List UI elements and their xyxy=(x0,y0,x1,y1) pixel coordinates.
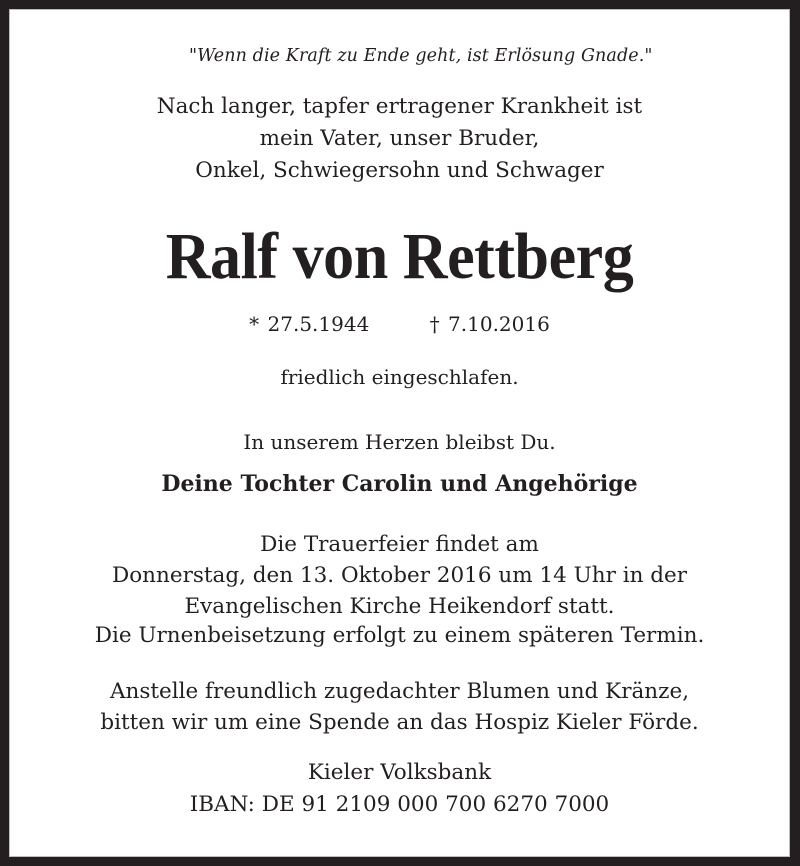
family-signature: Deine Tochter Carolin und Angehörige xyxy=(161,471,638,497)
life-dates xyxy=(9,312,790,336)
ceremony-info xyxy=(9,529,790,622)
ceremony-line: Evangelischen Kirche Heikendorf statt. xyxy=(184,594,615,619)
ceremony-line: Die Trauerfeier findet am xyxy=(260,532,539,557)
deceased-name: Ralf von Rettberg xyxy=(165,220,634,293)
birth-date: 27.5.1944 xyxy=(267,312,370,336)
bank-name: Kieler Volksbank xyxy=(307,760,492,785)
intro-line: Nach langer, tapfer ertragener Krankheit ist xyxy=(156,94,643,119)
donation-request xyxy=(9,676,790,738)
intro-line: Onkel, Schwiegersohn und Schwager xyxy=(195,158,604,183)
death-cross-icon: † xyxy=(429,312,440,336)
donation-line: Anstelle freundlich zugedachter Blumen und Kränze, xyxy=(109,679,690,704)
quote: "Wenn die Kraft zu Ende geht, ist Erlösung Gnade." xyxy=(189,46,653,66)
obituary-notice xyxy=(9,9,790,857)
death-date: 7.10.2016 xyxy=(448,312,550,336)
urn-burial-line: Die Urnenbeisetzung erfolgt zu einem späteren Termin. xyxy=(94,623,705,648)
donation-line: bitten wir um eine Spende an das Hospiz Kieler Förde. xyxy=(100,710,699,735)
iban: IBAN: DE 91 2109 000 700 6270 7000 xyxy=(189,792,610,817)
peaceful-line: friedlich eingeschlafen. xyxy=(280,365,519,389)
intro-text xyxy=(9,91,790,187)
bank-details xyxy=(9,757,790,821)
heart-line: In unserem Herzen bleibst Du. xyxy=(243,430,556,454)
birth-star-icon: * xyxy=(249,312,260,336)
ceremony-line: Donnerstag, den 13. Oktober 2016 um 14 Uhr in der xyxy=(111,563,688,588)
intro-line: mein Vater, unser Bruder, xyxy=(259,126,540,151)
